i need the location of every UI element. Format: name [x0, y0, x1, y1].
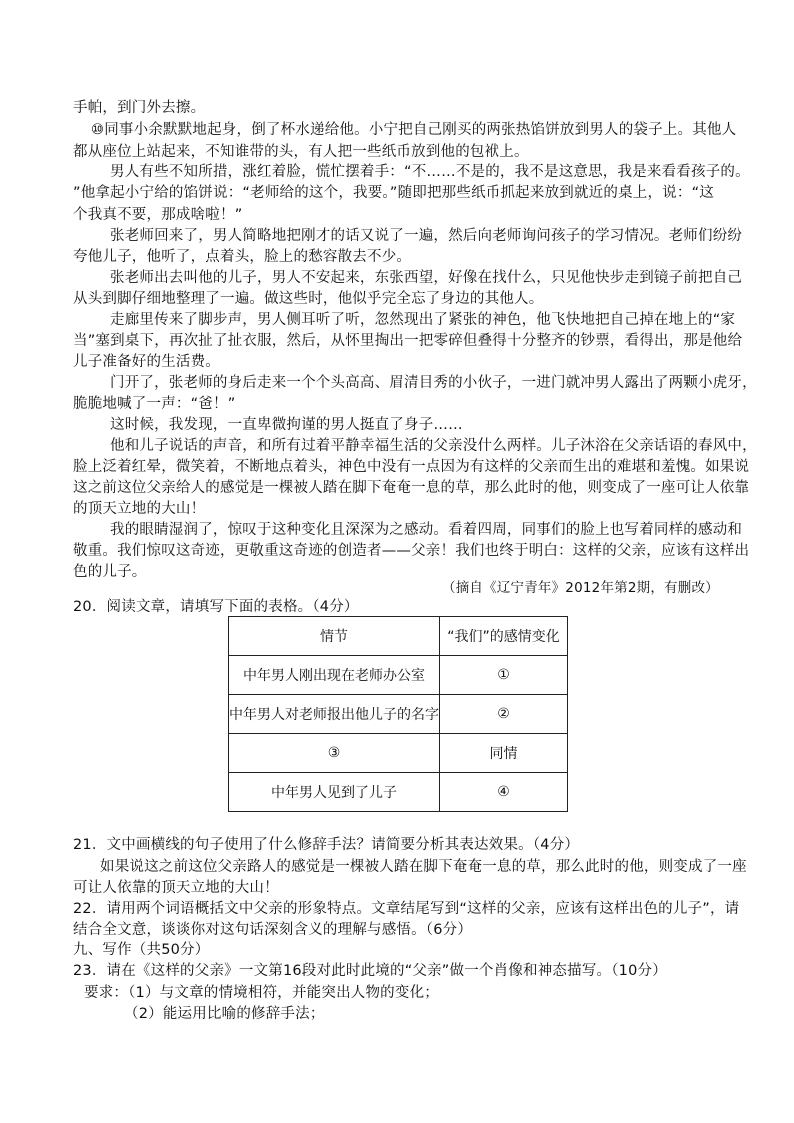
passage-line: 门开了，张老师的身后走来一个个头高高、眉清目秀的小伙子，一进门就冲男人露出了两颗小虎牙，: [110, 375, 757, 391]
section-title: 九、写作（共50分）: [73, 942, 210, 958]
question-21-quote: 如果说这之前这位父亲路人的感觉是一棵被人踏在脚下奄奄一息的草，那么此时的他，则变成了一座: [100, 859, 747, 875]
passage-line: 儿子准备好的生活费。: [73, 354, 220, 370]
passage-line: 这之前这位父亲给人的感觉是一棵被人踏在脚下奄奄一息的草，那么此时的他，则变成了一座可让人依靠: [73, 480, 750, 496]
question-22-prompt: 结合全文意，谈谈你对这句话深刻含义的理解与感悟。（6分）: [73, 922, 473, 938]
question-23-requirement: （2）能运用比喻的修辞手法；: [124, 1006, 325, 1022]
passage-line: 脸上泛着红晕，微笑着，不断地点着头，神色中没有一点因为有这样的父亲而生出的难堪和羞愧。如果说: [73, 459, 750, 475]
table-cell-blank: ②: [440, 695, 568, 734]
passage-line: 张老师回来了，男人简略地把刚才的话又说了一遍，然后向老师询问孩子的学习情况。老师们纷纷: [110, 228, 743, 244]
passage-line: 这时候，我发现，一直卑微拘谨的男人挺直了身子……: [110, 417, 463, 433]
table-cell: 中年男人见到了儿子: [229, 773, 440, 812]
passage-source: （摘自《辽宁青年》2012年第2期，有删改）: [442, 580, 719, 596]
question-21-quote: 可让人依靠的顶天立地的大山！: [73, 880, 279, 896]
table-cell-blank: ④: [440, 773, 568, 812]
table-cell: 中年男人刚出现在老师办公室: [229, 656, 440, 695]
passage-line: 我的眼睛湿润了，惊叹于这种变化且深深为之感动。看着四周，同事们的脸上也写着同样的感动和: [110, 522, 743, 538]
passage-line: 男人有些不知所措，涨红着脸，慌忙摆着手：“不……不是的，我不是这意思，我是来看看孩子的。: [110, 164, 750, 180]
passage-line: 夸他儿子，他听了，点着头，脸上的愁容散去不少。: [73, 249, 412, 265]
table-cell: 同情: [440, 734, 568, 773]
question-20-table: [228, 616, 568, 812]
table-header-plot: 情节: [229, 617, 440, 656]
passage-line: 走廊里传来了脚步声，男人侧耳听了听，忽然现出了紧张的神色，他飞快地把自己掉在地上的“家: [110, 312, 736, 328]
question-23-prompt: 23．请在《这样的父亲》一文第16段对此时此境的“父亲”做一个肖像和神态描写。（10分）: [73, 963, 667, 979]
question-20-prompt: 20．阅读文章，请填写下面的表格。（4分）: [73, 599, 359, 615]
passage-line: 他和儿子说话的声音，和所有过着平静幸福生活的父亲没什么两样。儿子沐浴在父亲话语的春风中，: [110, 438, 757, 454]
passage-line: ”他拿起小宁给的馅饼说：“老师给的这个，我要。”随即把那些纸币抓起来放到就近的桌上，说：“这: [73, 185, 714, 201]
passage-line: 敬重。我们惊叹这奇迹，更敬重这奇迹的创造者——父亲！我们也终于明白：这样的父亲，应该有这样出: [73, 543, 750, 559]
passage-line: 脆脆地喊了一声：“爸！”: [73, 396, 236, 412]
passage-line: ⑩同事小余默默地起身，倒了杯水递给他。小宁把自己刚买的两张热馅饼放到男人的袋子上。其他人: [91, 122, 737, 138]
table-cell-blank: ①: [440, 656, 568, 695]
passage-line: 张老师出去叫他的儿子，男人不安起来，东张西望，好像在找什么，只见他快步走到镜子前把自己: [110, 270, 743, 286]
passage-line: 色的儿子。: [73, 564, 147, 580]
question-23-requirement: 要求：（1）与文章的情境相符，并能突出人物的变化；: [84, 985, 439, 1001]
question-22-prompt: 22．请用两个词语概括文中父亲的形象特点。文章结尾写到“这样的父亲，应该有这样出色的儿子”，请: [73, 901, 740, 917]
passage-line: 从头到脚仔细地整理了一遍。做这些时，他似乎完全忘了身边的其他人。: [73, 291, 544, 307]
passage-line: 手帕，到门外去擦。: [73, 100, 206, 116]
passage-line: 当”塞到桌下，再次扯了扯衣服，然后，从怀里掏出一把零碎但叠得十分整齐的钞票，看得出，那是他给: [73, 333, 743, 349]
table-cell-blank: ③: [229, 734, 440, 773]
question-21-prompt: 21．文中画横线的句子使用了什么修辞手法？请简要分析其表达效果。（4分）: [73, 837, 580, 853]
passage-line: 的顶天立地的大山！: [73, 501, 206, 517]
passage-line: 个我真不要，那成啥啦！”: [73, 207, 243, 223]
passage-line: 都从座位上站起来，不知谁带的头，有人把一些纸币放到他的包袱上。: [73, 144, 529, 160]
table-cell: 中年男人对老师报出他儿子的名字: [229, 695, 440, 734]
table-header-emotion: “我们”的感情变化: [440, 617, 568, 656]
